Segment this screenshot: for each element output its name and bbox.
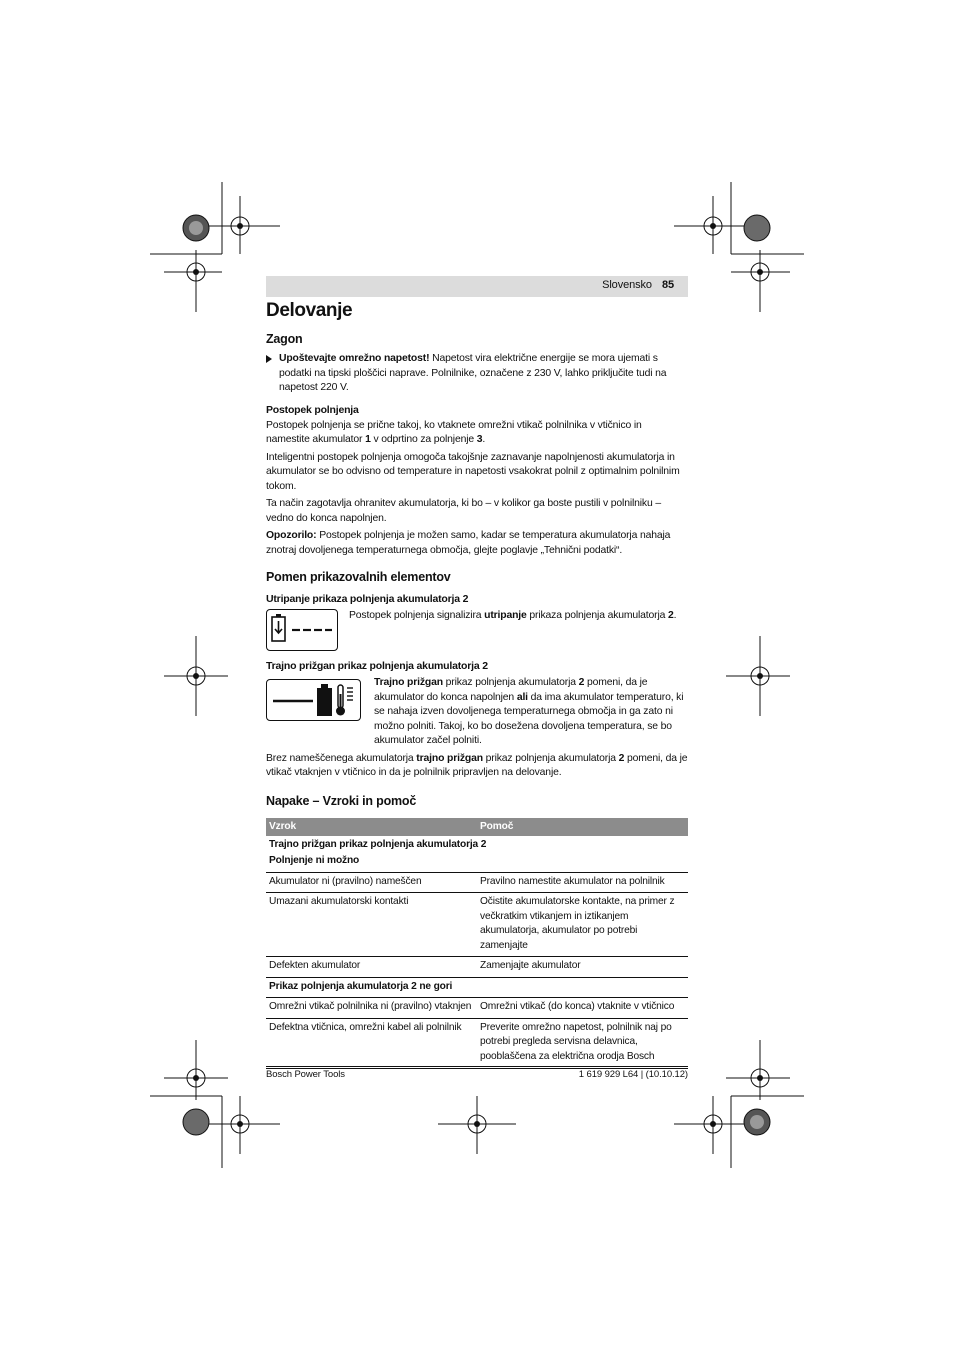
page-number: 85: [661, 279, 674, 291]
steady-battery-temperature-icon: [266, 679, 361, 721]
help-cell: Preverite omrežno napetost, polnilnik naj po potrebi pregleda servisna delavnica, pooblaščena za električna orodja Bosch: [477, 1018, 688, 1069]
voltage-warning-bold: Upoštevajte omrežno napetost!: [279, 353, 430, 364]
cause-cell: Umazani akumulatorski kontakti: [266, 893, 477, 957]
voltage-warning-text: Napetost vira električne energije se mora ujemati s podatki na tipski ploščici naprave. Polnilnike, označene z 230 V, lahko priključite tudi na napetost 220 V.: [279, 353, 667, 393]
flashing-heading: Utripanje prikaza polnjenja akumulatorja 2: [266, 593, 469, 605]
table-row: [266, 872, 688, 893]
help-cell: Zamenjajte akumulator: [477, 957, 688, 978]
troubleshooting-table: [266, 818, 688, 1070]
flashing-indicator-row: [266, 609, 688, 651]
table-section-row: [266, 977, 688, 998]
column-header-cause: Vzrok: [266, 818, 477, 836]
steady-description: Trajno prižgan prikaz polnjenja akumulatorja 2 pomeni, da je akumulator do konca napolnjen ali da ima akumulator temperaturo, ki se nahaja izven dovoljenega temperaturnega območja in ga zato ni možno polniti. Takoj, ko bo dosežena dovoljena temperatura, se bo akumulator začel polniti.: [374, 677, 684, 746]
table-section-row: [266, 852, 688, 872]
troubleshooting-heading: Napake – Vzroki in pomoč: [266, 793, 417, 808]
flashing-description: Postopek polnjenja signalizira utripanje prikaza polnjenja akumulatorja 2.: [349, 610, 677, 621]
steady-heading: Trajno prižgan prikaz polnjenja akumulatorja 2: [266, 660, 488, 672]
steady-indicator-row: [266, 676, 688, 749]
table-section-row: [266, 836, 688, 853]
column-header-help: Pomoč: [477, 818, 688, 836]
main-content: [266, 300, 688, 1069]
help-cell: Pravilno namestite akumulator na polnilnik: [477, 872, 688, 893]
bullet-triangle-icon: [266, 355, 272, 363]
table-row: [266, 1018, 688, 1069]
footer-doc-number: 1 619 929 L64 | (10.10.12): [578, 1069, 688, 1080]
flashing-battery-icon: [266, 609, 338, 651]
section-2-title: Prikaz polnjenja akumulatorja 2 ne gori: [266, 977, 688, 998]
table-row: [266, 998, 688, 1019]
charging-paragraph-1: Postopek polnjenja se prične takoj, ko vtaknete omrežni vtikač polnilnika v vtičnico in namestite akumulator 1 v odprtino za polnjenje 3.: [266, 419, 642, 445]
header-language: Slovensko: [602, 279, 652, 291]
table-row: [266, 893, 688, 957]
table-row: [266, 957, 688, 978]
charging-paragraph-2: Inteligentni postopek polnjenja omogoča takojšnje zaznavanje napolnjenosti akumulatorja in akumulator se bo odvisno od temperature in napetosti vsakokrat polnil z optimalnim polnilnim tokom.: [266, 451, 680, 492]
page-title: Delovanje: [266, 300, 353, 321]
no-battery-description: Brez nameščenega akumulatorja trajno prižgan prikaz polnjenja akumulatorja 2 pomeni, da je vtikač vtaknjen v vtičnico in da je polnilnik pripravljen na delovanje.: [266, 752, 688, 778]
voltage-warning: [266, 352, 688, 396]
help-cell: Očistite akumulatorske kontakte, na primer z večkratkim vtikanjem in iztikanjem akumulatorja, akumulator po potrebi zamenjajte: [477, 893, 688, 957]
footer-rule: [266, 1066, 688, 1067]
table-header-row: [266, 818, 688, 836]
header-text: [602, 279, 674, 291]
charging-paragraph-3: Ta način zagotavlja ohranitev akumulatorja, ki bo – v kolikor ga boste pustili v polnilniku – vedno do konca napolnjen.: [266, 498, 661, 524]
charging-heading: Postopek polnjenja: [266, 403, 359, 416]
cause-cell: Defekten akumulator: [266, 957, 477, 978]
cause-cell: Akumulator ni (pravilno) nameščen: [266, 872, 477, 893]
start-heading: Zagon: [266, 332, 303, 346]
charging-note: Opozorilo: Postopek polnjenja je možen samo, kadar se temperatura akumulatorja nahaja znotraj dovoljenega temperaturnega območja, glejte poglavje „Tehnični podatki“.: [266, 530, 671, 556]
indicators-heading: Pomen prikazovalnih elementov: [266, 570, 451, 584]
section-1-title: Trajno prižgan prikaz polnjenja akumulatorja 2: [269, 838, 487, 850]
help-cell: Omrežni vtikač (do konca) vtaknite v vtičnico: [477, 998, 688, 1019]
footer-brand: Bosch Power Tools: [266, 1069, 345, 1080]
page-header: [266, 276, 688, 297]
cause-cell: Omrežni vtikač polnilnika ni (pravilno) vtaknjen: [266, 998, 477, 1019]
cause-cell: Defektna vtičnica, omrežni kabel ali polnilnik: [266, 1018, 477, 1069]
section-1-subtitle: Polnjenje ni možno: [266, 852, 688, 872]
